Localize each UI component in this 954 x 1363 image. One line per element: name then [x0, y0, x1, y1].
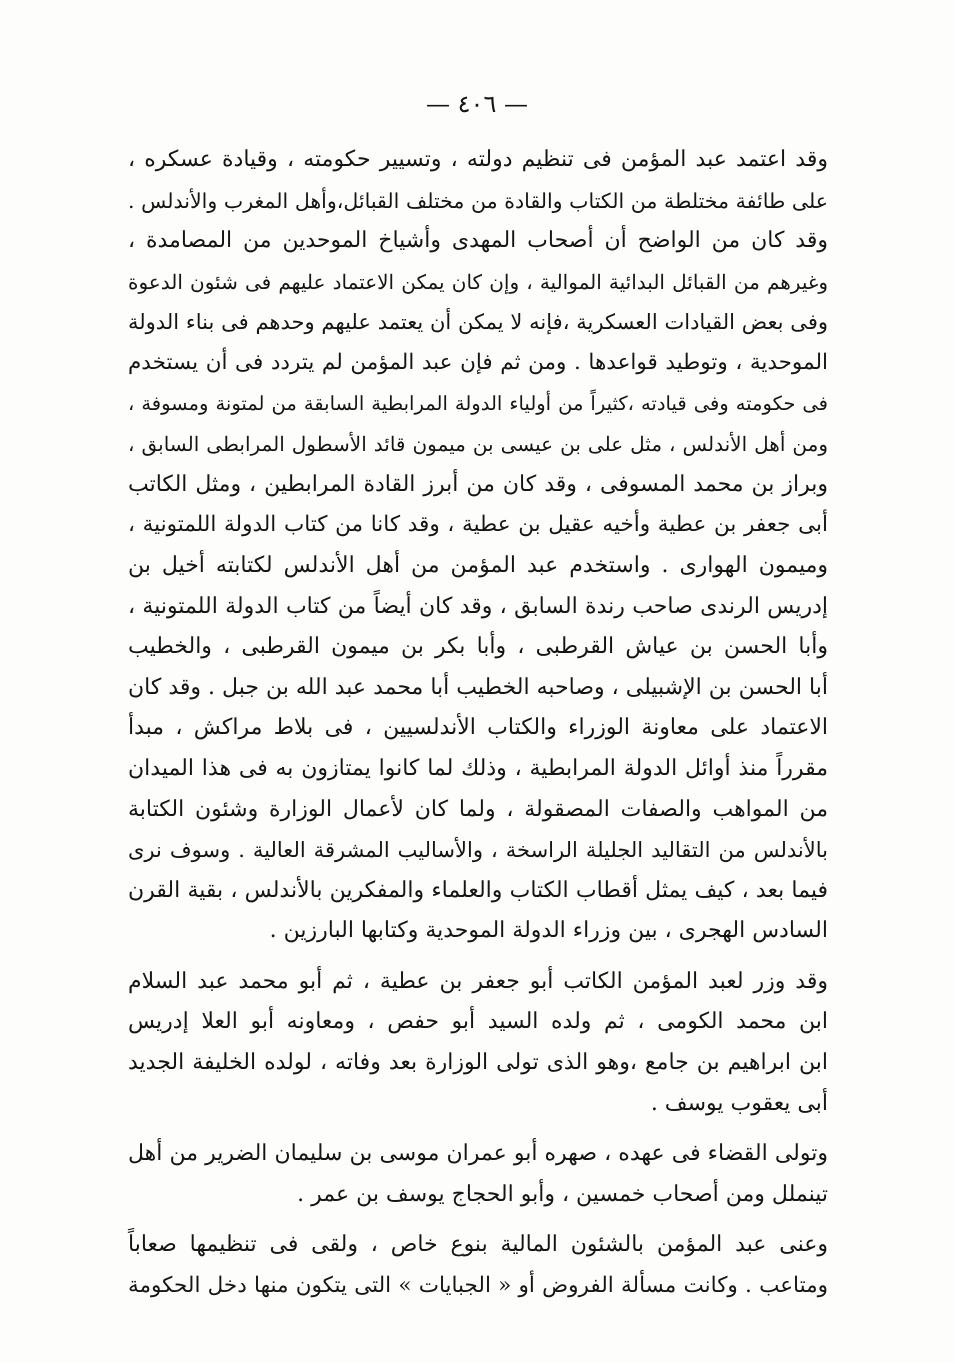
- paragraph-gap: [128, 1124, 828, 1134]
- text-line: وقد اعتمد عبد المؤمن فى تنظيم دولته ، وتسيير حكومته ، وقيادة عسكره ،: [128, 147, 828, 172]
- text-line: إدريس الرندى صاحب رندة السابق ، وقد كان أيضاً من كتاب الدولة اللمتونية ،: [128, 593, 828, 619]
- text-line: على طائفة مختلطة من الكتاب والقادة من مختلف القبائل،وأهل المغرب والأندلس .: [128, 188, 828, 213]
- text-line: وتولى القضاء فى عهده ، صهره أبو عمران موسى بن سليمان الضرير من أهل: [128, 1141, 828, 1167]
- text-line: بالأندلس من التقاليد الجليلة الراسخة ، والأساليب المشرقة العالية . وسوف نرى: [128, 838, 828, 863]
- paragraph-3: [128, 1134, 828, 1215]
- paragraph-gap: [128, 1215, 828, 1225]
- text-line: فيما بعد ، كيف يمثل أقطاب الكتاب والعلماء والمفكرين بالأندلس ، بقية القرن: [128, 877, 828, 903]
- text-line: وفى بعض القيادات العسكرية ،فإنه لا يمكن أن يعتمد عليهم وحدهم فى بناء الدولة: [128, 310, 828, 335]
- paragraph-1: [128, 140, 828, 952]
- text-line: الاعتماد على معاونة الوزراء والكتاب الأندلسيين ، فى بلاط مراكش ، مبدأ: [128, 715, 828, 741]
- text-line: وغيرهم من القبائل البدائية الموالية ، وإن كان يمكن الاعتماد عليهم فى شئون الدعوة: [128, 269, 828, 294]
- text-line: أبى جعفر بن عطية وأخيه عقيل بن عطية ، وقد كانا من كتاب الدولة اللمتونية ،: [128, 512, 828, 538]
- text-line: من المواهب والصفات المصقولة ، ولما كان لأعمال الوزارة وشئون الكتابة: [128, 796, 828, 822]
- text-line: وأبا الحسن بن عياش القرطبى ، وأبا بكر بن ميمون القرطبى ، والخطيب: [128, 634, 828, 660]
- text-line: الموحدية ، وتوطيد قواعدها . ومن ثم فإن عبد المؤمن لم يتردد فى أن يستخدم: [128, 349, 828, 375]
- text-line: مقرراً منذ أوائل الدولة المرابطية ، وذلك لما كانوا يمتازون به فى هذا الميدان: [128, 755, 828, 781]
- text-line: وقد وزر لعبد المؤمن الكاتب أبو جعفر بن عطية ، ثم أبو محمد عبد السلام: [128, 968, 828, 994]
- text-line: وبراز بن محمد المسوفى ، وقد كان من أبرز القادة المرابطين ، ومثل الكاتب: [128, 471, 828, 497]
- paragraph-2: [128, 962, 828, 1124]
- text-line: وميمون الهوارى . واستخدم عبد المؤمن من أهل الأندلس لكتابته أخيل بن: [128, 552, 828, 578]
- text-line: أبى يعقوب يوسف .: [650, 1090, 828, 1116]
- text-line: السادس الهجرى ، بين وزراء الدولة الموحدية وكتابها البارزين .: [269, 918, 828, 944]
- body-text: [128, 140, 828, 1307]
- text-line: ومن أهل الأندلس ، مثل على بن عيسى بن ميمون قائد الأسطول المرابطى السابق ،: [128, 432, 828, 457]
- text-line: أبا الحسن بن الإشبيلى ، وصاحبه الخطيب أبا محمد عبد الله بن جبل . وقد كان: [128, 674, 828, 700]
- text-line: ابن ابراهيم بن جامع ،وهو الذى تولى الوزارة بعد وفاته ، لولده الخليفة الجديد: [128, 1050, 828, 1076]
- paragraph-gap: [128, 952, 828, 962]
- page-number: — ٤٠٦ —: [426, 90, 528, 118]
- text-line: ابن محمد الكومى ، ثم ولده السيد أبو حفص ، ومعاونه أبو العلا إدريس: [128, 1009, 828, 1035]
- paragraph-4: [128, 1225, 828, 1306]
- text-line: ومتاعب . وكانت مسألة الفروض أو « الجبايات » التى يتكون منها دخل الحكومة: [128, 1273, 828, 1299]
- text-line: وقد كان من الواضح أن أصحاب المهدى وأشياخ الموحدين من المصامدة ،: [128, 228, 828, 254]
- text-line: فى حكومته وفى قيادته ،كثيراً من أولياء الدولة المرابطية السابقة من لمتونة ومسوفة ،: [128, 391, 828, 415]
- text-line: تينملل ومن أصحاب خمسين ، وأبو الحجاج يوسف بن عمر .: [297, 1181, 828, 1207]
- text-line: وعنى عبد المؤمن بالشئون المالية بنوع خاص ، ولقى فى تنظيمها صعاباً: [128, 1232, 828, 1258]
